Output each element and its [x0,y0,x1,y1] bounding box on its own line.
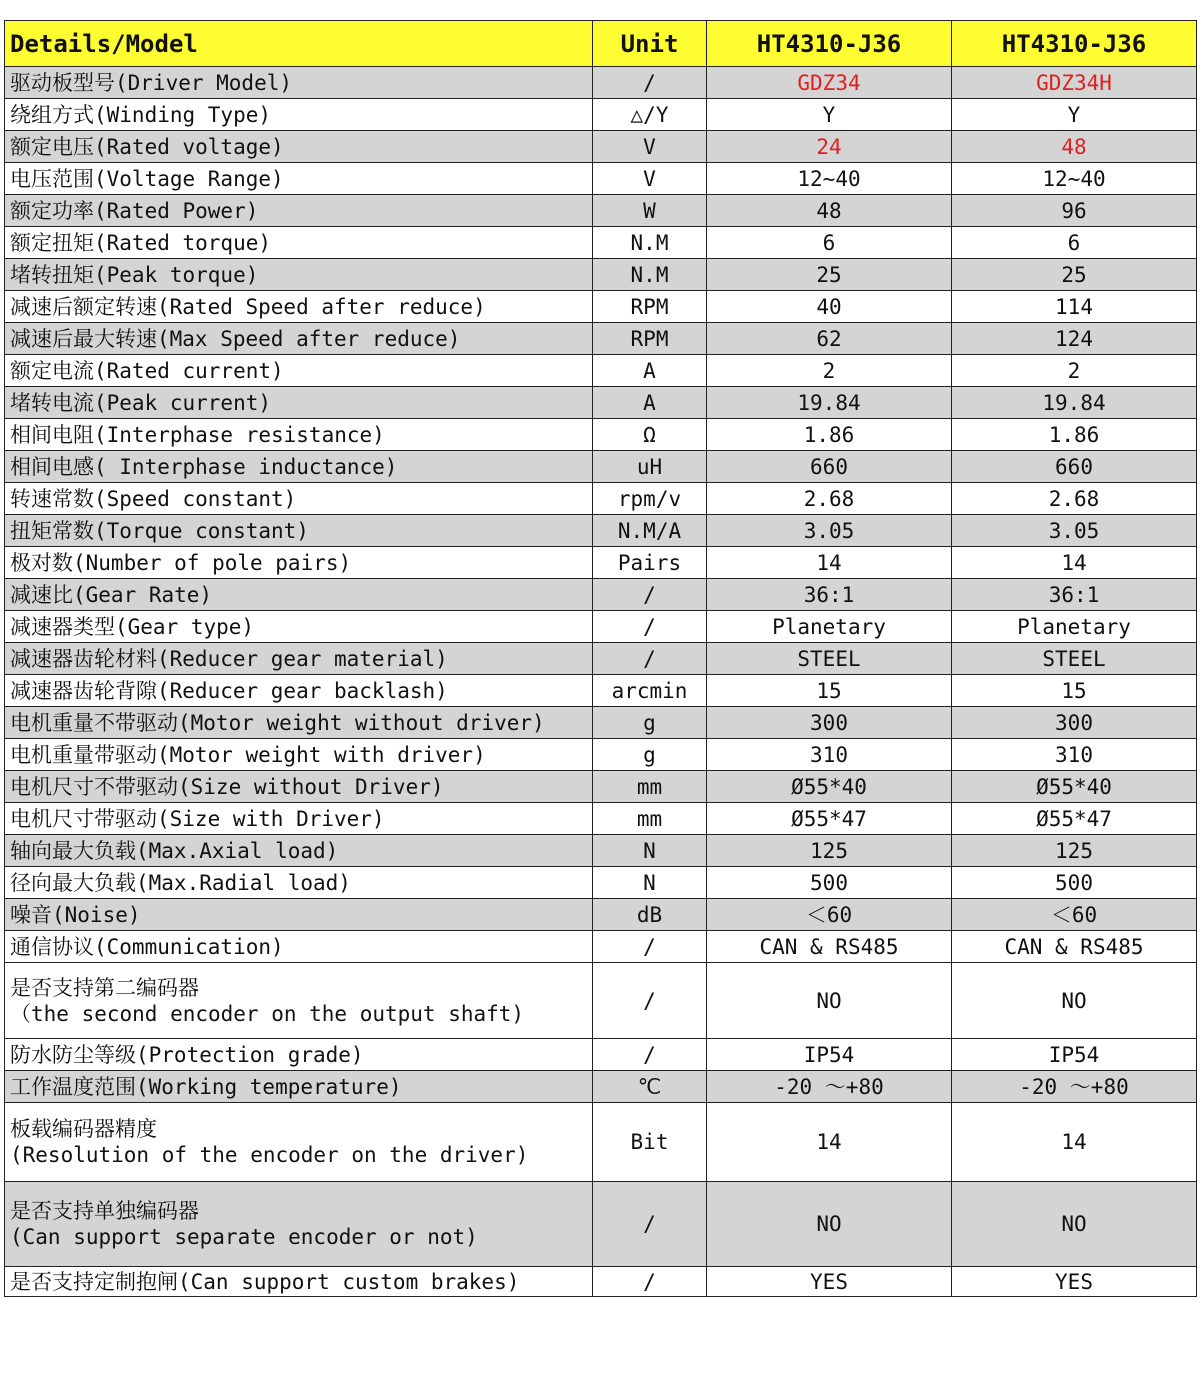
row-label: 额定电压(Rated voltage) [5,131,593,163]
row-label: 转速常数(Speed constant) [5,483,593,515]
row-value-model-2: 15 [952,675,1197,707]
table-row [5,131,1197,163]
row-value-model-2: 25 [952,259,1197,291]
table-row [5,611,1197,643]
table-row [5,483,1197,515]
row-label: 额定扭矩(Rated torque) [5,227,593,259]
row-value-model-2: 48 [952,131,1197,163]
row-value-model-1: NO [707,1182,952,1267]
row-label: 减速器类型(Gear type) [5,611,593,643]
table-row [5,1039,1197,1071]
row-value-model-2: Planetary [952,611,1197,643]
row-value-model-2: ＜60 [952,899,1197,931]
row-label: 绕组方式(Winding Type) [5,99,593,131]
row-label-line-2: （the second encoder on the output shaft) [10,1001,525,1026]
row-unit: RPM [593,291,707,323]
row-value-model-1: 24 [707,131,952,163]
row-unit: N.M [593,227,707,259]
table-row [5,931,1197,963]
row-value-model-1: 310 [707,739,952,771]
row-unit: / [593,67,707,99]
row-label: 电机尺寸不带驱动(Size without Driver) [5,771,593,803]
row-label-line-1: 板载编码器精度 [10,1117,157,1141]
row-value-model-1: 14 [707,1103,952,1182]
table-row [5,291,1197,323]
table-row [5,163,1197,195]
row-label: 噪音(Noise) [5,899,593,931]
row-value-model-1: 36:1 [707,579,952,611]
table-row [5,1103,1197,1182]
row-unit: mm [593,803,707,835]
row-label: 相间电感( Interphase inductance) [5,451,593,483]
row-value-model-1: ＜60 [707,899,952,931]
row-label: 电机尺寸带驱动(Size with Driver) [5,803,593,835]
row-label: 极对数(Number of pole pairs) [5,547,593,579]
row-unit: △/Y [593,99,707,131]
row-value-model-1: 2 [707,355,952,387]
row-label: 电机重量带驱动(Motor weight with driver) [5,739,593,771]
row-label-line-2: (Resolution of the encoder on the driver) [10,1143,529,1167]
row-value-model-1: CAN & RS485 [707,931,952,963]
table-row [5,547,1197,579]
row-label: 工作温度范围(Working temperature) [5,1071,593,1103]
row-value-model-1: IP54 [707,1039,952,1071]
table-row [5,67,1197,99]
row-value-model-2: 2 [952,355,1197,387]
row-value-model-1: 125 [707,835,952,867]
row-value-model-1: 660 [707,451,952,483]
table-row [5,195,1197,227]
row-value-model-1: 6 [707,227,952,259]
row-value-model-2: Y [952,99,1197,131]
row-value-model-1: NO [707,963,952,1039]
row-unit: V [593,131,707,163]
table-row [5,451,1197,483]
row-value-model-1: 48 [707,195,952,227]
row-unit: rpm/v [593,483,707,515]
row-unit: Pairs [593,547,707,579]
row-unit: / [593,931,707,963]
row-label: 额定电流(Rated current) [5,355,593,387]
row-value-model-2: NO [952,963,1197,1039]
row-unit: A [593,387,707,419]
table-row [5,387,1197,419]
row-value-model-2: Ø55*47 [952,803,1197,835]
row-label: 减速后最大转速(Max Speed after reduce) [5,323,593,355]
table-row [5,323,1197,355]
row-value-model-1: 62 [707,323,952,355]
row-value-model-2: 125 [952,835,1197,867]
row-value-model-1: 1.86 [707,419,952,451]
row-label [5,963,593,1039]
row-value-model-1: STEEL [707,643,952,675]
row-unit: / [593,579,707,611]
row-unit: uH [593,451,707,483]
row-value-model-2: 96 [952,195,1197,227]
row-value-model-2: Ø55*40 [952,771,1197,803]
row-value-model-1: Planetary [707,611,952,643]
header-model-1: HT4310-J36 [707,21,952,67]
row-value-model-2: CAN & RS485 [952,931,1197,963]
row-value-model-1: 300 [707,707,952,739]
row-label: 堵转扭矩(Peak torque) [5,259,593,291]
header-row [5,21,1197,67]
row-value-model-1: 19.84 [707,387,952,419]
row-label [5,1103,593,1182]
table-row [5,643,1197,675]
row-value-model-2: 300 [952,707,1197,739]
row-unit: Ω [593,419,707,451]
spec-table [4,20,1197,1297]
table-row [5,771,1197,803]
row-unit: g [593,739,707,771]
row-label: 电机重量不带驱动(Motor weight without driver) [5,707,593,739]
row-value-model-1: 3.05 [707,515,952,547]
row-value-model-1: 14 [707,547,952,579]
row-label: 额定功率(Rated Power) [5,195,593,227]
row-value-model-2: -20 ～+80 [952,1071,1197,1103]
row-label-line-2: (Can support separate encoder or not) [10,1225,478,1249]
table-row [5,419,1197,451]
row-value-model-1: 40 [707,291,952,323]
table-row [5,1267,1197,1297]
row-unit: Bit [593,1103,707,1182]
row-label: 减速器齿轮背隙(Reducer gear backlash) [5,675,593,707]
row-unit: RPM [593,323,707,355]
row-label [5,1182,593,1267]
table-row [5,867,1197,899]
row-unit: / [593,643,707,675]
row-value-model-2: 14 [952,1103,1197,1182]
row-label: 径向最大负载(Max.Radial load) [5,867,593,899]
header-unit: Unit [593,21,707,67]
row-unit: N.M/A [593,515,707,547]
row-unit: / [593,1182,707,1267]
row-unit: W [593,195,707,227]
row-unit: A [593,355,707,387]
table-row [5,899,1197,931]
table-row [5,579,1197,611]
row-unit: g [593,707,707,739]
table-row [5,739,1197,771]
row-label: 驱动板型号(Driver Model) [5,67,593,99]
row-label: 减速后额定转速(Rated Speed after reduce) [5,291,593,323]
table-row [5,803,1197,835]
row-value-model-1: Ø55*40 [707,771,952,803]
row-value-model-2: 310 [952,739,1197,771]
row-value-model-2: 3.05 [952,515,1197,547]
row-unit: / [593,1267,707,1297]
row-label: 轴向最大负载(Max.Axial load) [5,835,593,867]
row-label: 扭矩常数(Torque constant) [5,515,593,547]
row-value-model-1: GDZ34 [707,67,952,99]
table-row [5,1071,1197,1103]
row-label-line-1: 是否支持第二编码器 [10,975,199,1000]
row-unit: N.M [593,259,707,291]
row-value-model-1: Ø55*47 [707,803,952,835]
row-label: 堵转电流(Peak current) [5,387,593,419]
table-row [5,99,1197,131]
row-value-model-2: 660 [952,451,1197,483]
header-model-2: HT4310-J36 [952,21,1197,67]
row-value-model-2: 114 [952,291,1197,323]
row-unit: / [593,1039,707,1071]
row-unit: N [593,867,707,899]
row-value-model-2: 36:1 [952,579,1197,611]
row-value-model-2: 14 [952,547,1197,579]
row-value-model-1: 25 [707,259,952,291]
table-row [5,675,1197,707]
row-value-model-2: 19.84 [952,387,1197,419]
row-label: 相间电阻(Interphase resistance) [5,419,593,451]
table-row [5,1182,1197,1267]
row-label: 减速器齿轮材料(Reducer gear material) [5,643,593,675]
row-value-model-1: YES [707,1267,952,1297]
row-unit: N [593,835,707,867]
row-value-model-2: 1.86 [952,419,1197,451]
row-unit: arcmin [593,675,707,707]
row-label: 防水防尘等级(Protection grade) [5,1039,593,1071]
row-value-model-1: -20 ～+80 [707,1071,952,1103]
row-value-model-1: 15 [707,675,952,707]
row-unit: V [593,163,707,195]
row-unit: dB [593,899,707,931]
row-value-model-2: IP54 [952,1039,1197,1071]
row-value-model-1: 2.68 [707,483,952,515]
table-row [5,707,1197,739]
row-value-model-2: 12~40 [952,163,1197,195]
row-value-model-1: Y [707,99,952,131]
table-row [5,355,1197,387]
row-label: 减速比(Gear Rate) [5,579,593,611]
row-value-model-2: NO [952,1182,1197,1267]
row-unit: / [593,611,707,643]
row-unit: mm [593,771,707,803]
row-value-model-2: 124 [952,323,1197,355]
row-label: 通信协议(Communication) [5,931,593,963]
row-unit: / [593,963,707,1039]
row-value-model-2: 2.68 [952,483,1197,515]
row-value-model-2: 6 [952,227,1197,259]
row-value-model-1: 12~40 [707,163,952,195]
row-value-model-2: 500 [952,867,1197,899]
row-label: 电压范围(Voltage Range) [5,163,593,195]
table-row [5,227,1197,259]
header-details: Details/Model [5,21,593,67]
table-row [5,963,1197,1039]
row-value-model-2: STEEL [952,643,1197,675]
row-label-line-1: 是否支持单独编码器 [10,1199,199,1223]
row-value-model-1: 500 [707,867,952,899]
row-value-model-2: YES [952,1267,1197,1297]
row-label: 是否支持定制抱闸(Can support custom brakes) [5,1267,593,1297]
table-row [5,515,1197,547]
row-value-model-2: GDZ34H [952,67,1197,99]
table-row [5,259,1197,291]
row-unit: ℃ [593,1071,707,1103]
table-row [5,835,1197,867]
